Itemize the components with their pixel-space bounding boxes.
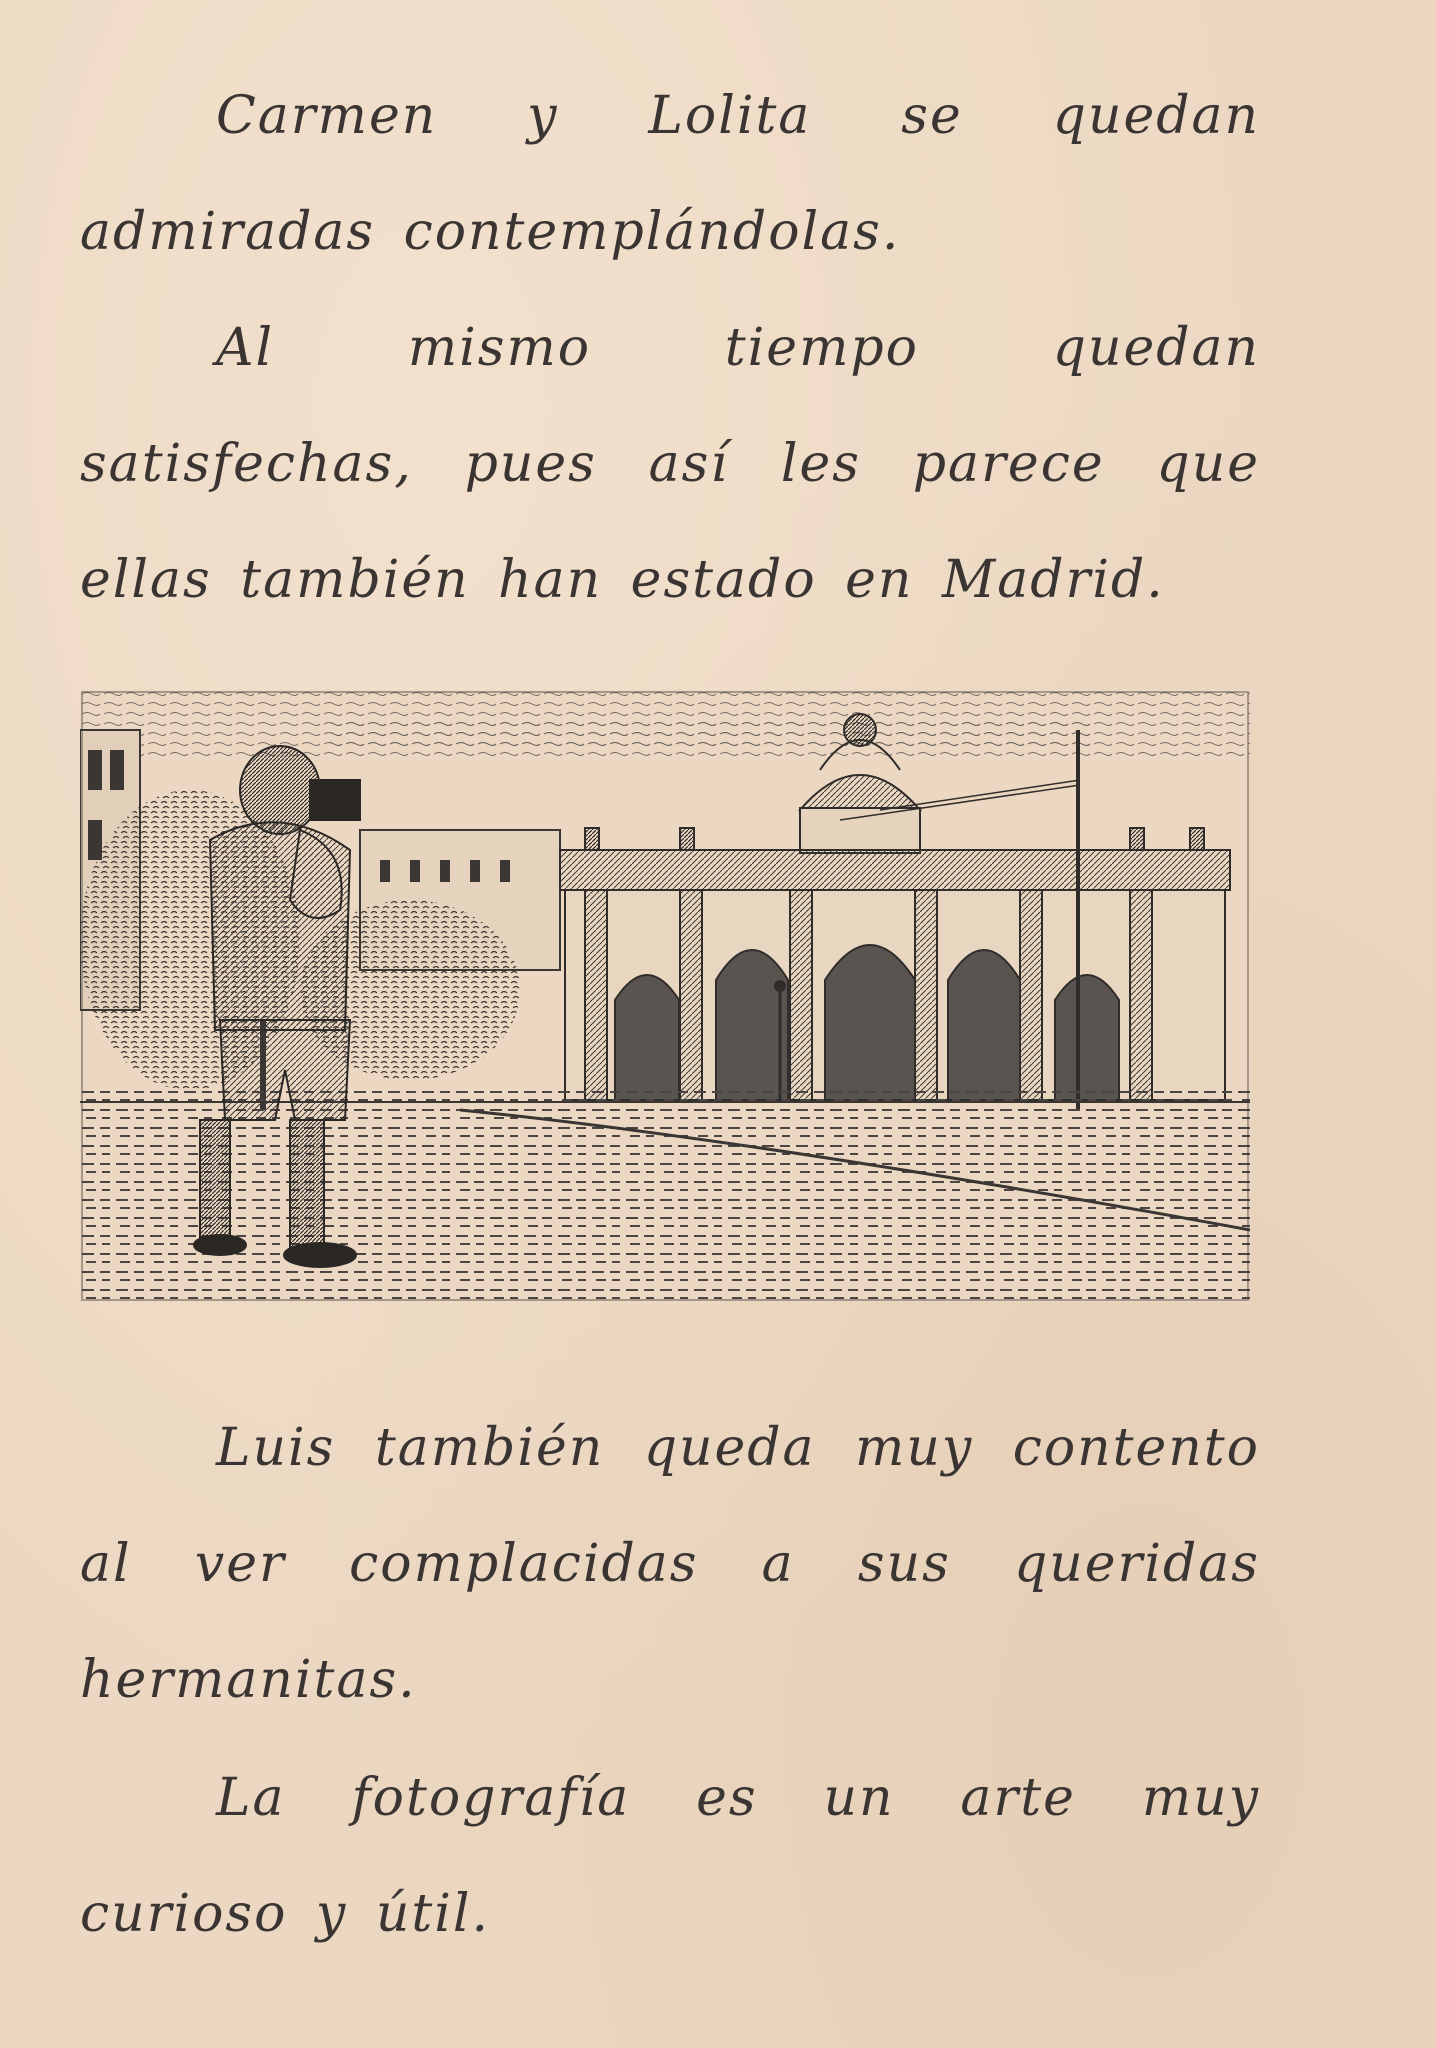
- paragraph-fotografia: La fotografía es un arte muy curioso y útil.: [80, 1768, 1260, 1944]
- illustration-boy-photographing-puerta-de-alcala: [80, 690, 1250, 1302]
- cobbled-street: [80, 1090, 1250, 1302]
- paragraph-luis-contento: Luis también queda muy contento al ver complacidas a sus queridas hermanitas.: [80, 1418, 1260, 1710]
- paragraph-satisfechas: Al mismo tiempo quedan satisfechas, pues así les parece que ellas también han estado en Madrid.: [80, 318, 1260, 610]
- paragraph-admiradas: Carmen y Lolita se quedan admiradas contemplándolas.: [80, 86, 1260, 262]
